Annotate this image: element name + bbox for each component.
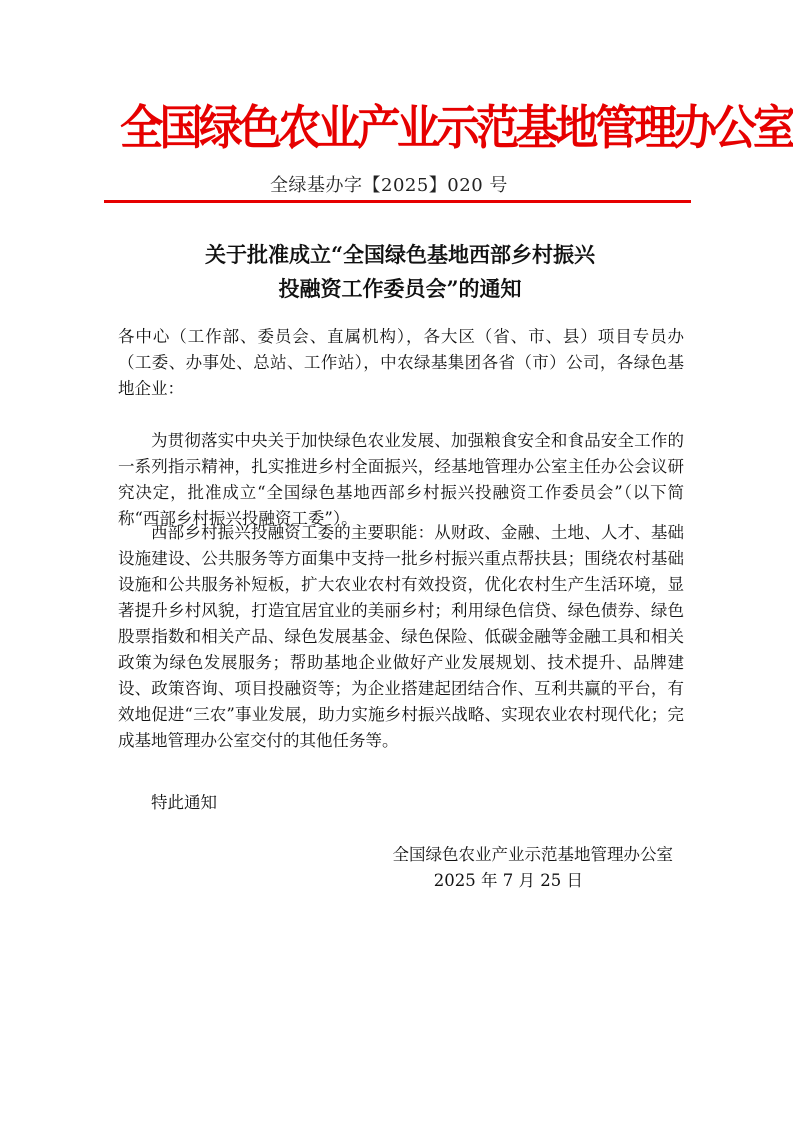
masthead-organization: 全国绿色农业产业示范基地管理办公室 <box>120 101 793 156</box>
addressee: 各中心（工作部、委员会、直属机构），各大区（省、市、县）项目专员办（工委、办事处、总站、工作站），中农绿基集团各省（市）公司，各绿色基地企业： <box>118 327 684 398</box>
red-divider-line <box>104 200 691 203</box>
document-title <box>120 238 680 306</box>
title-line-2: 投融资工作委员会”的通知 <box>278 276 522 301</box>
body-paragraph-2: 西部乡村振兴投融资工委的主要职能：从财政、金融、土地、人才、基础设施建设、公共服务等方面集中支持一批乡村振兴重点帮扶县；围绕农村基础设施和公共服务补短板，扩大农业农村有效投资，优化农村生产生活环境，显著提升乡村风貌，打造宜居宜业的美丽乡村；利用绿色信贷、绿色债券、绿色股票指数和相关产品、绿色发展基金、绿色保险、低碳金融等金融工具和相关政策为绿色发展服务；帮助基地企业做好产业发展规划、技术提升、品牌建设、政策咨询、项目投融资等；为企业搭建起团结合作、互利共赢的平台，有效地促进“三农”事业发展，助力实施乡村振兴战略、实现农业农村现代化；完成基地管理办公室交付的其他任务等。 <box>118 523 684 750</box>
signature-organization: 全国绿色农业产业示范基地管理办公室 <box>392 845 673 864</box>
title-line-1: 关于批准成立“全国绿色基地西部乡村振兴 <box>204 242 596 267</box>
body-paragraph-1: 为贯彻落实中央关于加快绿色农业发展、加强粮食安全和食品安全工作的一系列指示精神，扎实推进乡村全面振兴，经基地管理办公室主任办公会议研究决定，批准成立“全国绿色基地西部乡村振兴投融资工作委员会”（以下简称“西部乡村振兴投融资工委”）。 <box>118 431 684 528</box>
closing-remark: 特此通知 <box>151 793 217 812</box>
document-number: 全绿基办字【2025】020 号 <box>270 175 508 196</box>
signature-date: 2025 年 7 月 25 日 <box>433 871 583 890</box>
